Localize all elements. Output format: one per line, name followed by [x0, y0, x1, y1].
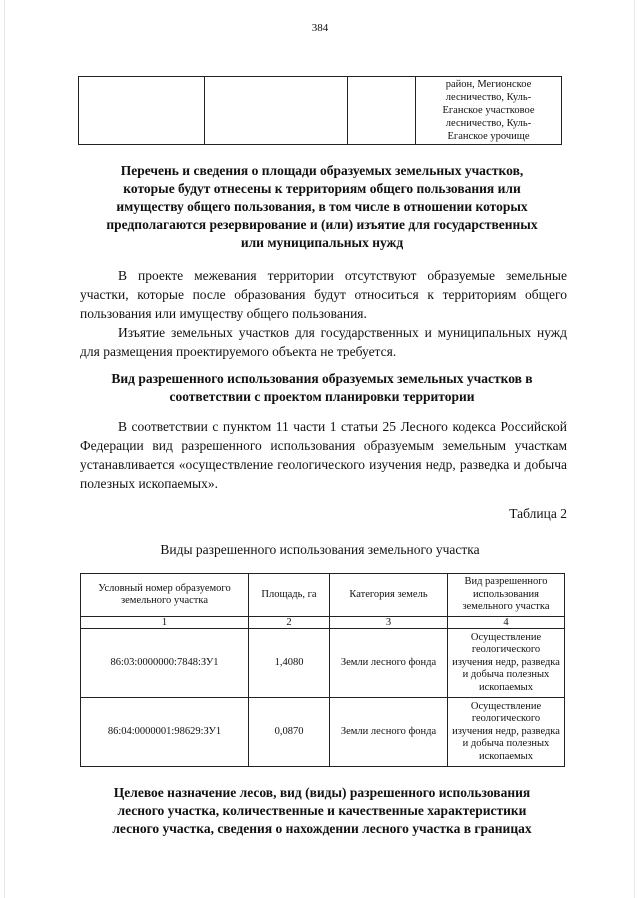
use-line: ископаемых [479, 681, 533, 693]
column-number: 2 [249, 617, 330, 629]
use-line: и добыча полезных [462, 669, 550, 681]
cell-line: Еганское участковое [442, 105, 535, 116]
column-number: 3 [330, 617, 448, 629]
header-line: Площадь, га [261, 588, 317, 600]
cell-line: лесничество, Куль- [445, 118, 532, 129]
cell-line: Еганское урочище [447, 131, 530, 142]
table-header-row [81, 574, 565, 617]
table-title: Виды разрешенного использования земельного участка [160, 542, 480, 557]
table-cell [205, 77, 348, 145]
page-number: 384 [311, 22, 329, 34]
permitted-use-table [80, 573, 565, 767]
header-line: Условный номер образуемого [98, 582, 231, 594]
column-number: 4 [448, 617, 565, 629]
cell-line: район, Мегионское [445, 79, 532, 90]
heading-line: Вид разрешенного использования образуемых земельных участков в [111, 371, 533, 386]
continued-table [78, 76, 562, 145]
plot-number: 86:03:0000000:7848:ЗУ1 [81, 629, 249, 698]
header-line: земельного участка [121, 595, 208, 606]
use-line: и добыча полезных [462, 738, 550, 750]
heading-line: которые будут отнесены к территориям общего пользования или [123, 181, 521, 196]
scan-edge-line [4, 0, 5, 898]
table-cell [348, 77, 416, 145]
header-line: Вид разрешенного [464, 576, 548, 588]
header-line: использования [473, 588, 539, 600]
heading-line: лесного участка, количественные и качественные характеристики [117, 803, 527, 818]
heading-line: или муниципальных нужд [240, 235, 404, 250]
use-line: Осуществление [470, 700, 542, 712]
permitted-use [448, 698, 565, 767]
header-cell [81, 574, 249, 617]
table-row [81, 698, 565, 767]
header-cell [448, 574, 565, 617]
header-line: Категория земель [349, 588, 428, 600]
section-heading-forest-purpose [80, 784, 564, 838]
land-category: Земли лесного фонда [330, 698, 448, 767]
heading-line: имуществу общего пользования, в том числе в отношении которых [116, 199, 528, 214]
header-cell [330, 574, 448, 617]
header-cell [249, 574, 330, 617]
column-number-row [81, 617, 565, 629]
section-heading-territories [80, 162, 564, 252]
use-line: геологического [471, 713, 541, 725]
scan-edge-line [634, 0, 635, 898]
use-line: изучения недр, разведка [452, 725, 560, 737]
use-line: изучения недр, разведка [452, 656, 560, 668]
heading-line: лесного участка, сведения о нахождении лесного участка в границах [112, 821, 532, 836]
use-line: Осуществление [470, 631, 542, 643]
plot-area: 0,0870 [249, 698, 330, 767]
table-label: Таблица 2 [509, 506, 567, 521]
plot-number: 86:04:0000001:98629:ЗУ1 [81, 698, 249, 767]
table-cell [79, 77, 205, 145]
permitted-use [448, 629, 565, 698]
paragraph-no-plots: В проекте межевания территории отсутствуют образуемые земельные участки, которые после образования будут относиться к территориям общего пользования или имуществу общего пользования. [80, 268, 567, 321]
paragraph-forest-code: В соответствии с пунктом 11 части 1 статьи 25 Лесного кодекса Российской Федерации вид разрешенного использования образуемым земельным участкам устанавливается «осуществление геологического изучения недр, разведка и добыча полезных ископаемых». [80, 419, 567, 491]
table-cell-location [416, 77, 562, 145]
land-category: Земли лесного фонда [330, 629, 448, 698]
section-heading-permitted-use [80, 370, 564, 406]
header-line: земельного участка [462, 601, 550, 613]
plot-area: 1,4080 [249, 629, 330, 698]
heading-line: предполагаются резервирование и (или) изъятие для государственных [106, 217, 538, 232]
paragraph-no-seizure: Изъятие земельных участков для государственных и муниципальных нужд для размещения проектируемого объекта не требуется. [80, 325, 567, 359]
table-row [81, 629, 565, 698]
use-line: ископаемых [479, 750, 533, 762]
heading-line: Целевое назначение лесов, вид (виды) разрешенного использования [113, 785, 531, 800]
heading-line: Перечень и сведения о площади образуемых земельных участков, [120, 163, 524, 178]
use-line: геологического [471, 644, 541, 656]
heading-line: соответствии с проектом планировки территории [169, 389, 475, 404]
column-number: 1 [81, 617, 249, 629]
cell-line: лесничество, Куль- [445, 92, 532, 103]
